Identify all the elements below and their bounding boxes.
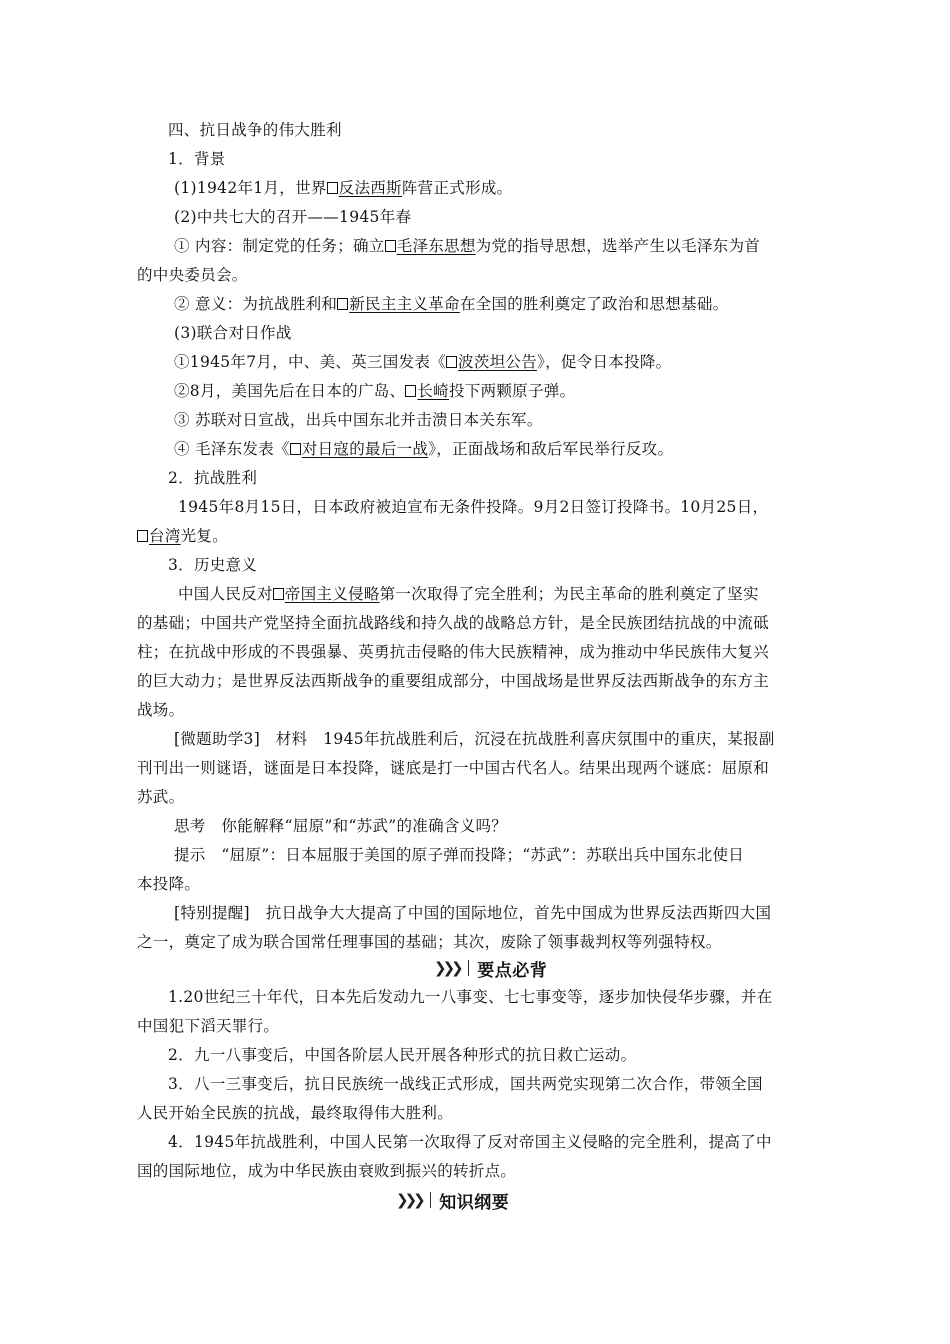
line-joint-operations: (3)联合对日作战 <box>174 324 292 342</box>
outline-header <box>396 1188 509 1212</box>
fill-blank-answer <box>273 585 380 603</box>
line-soviet: ③ 苏联对日宣战，出兵中国东北并击溃日本关东军。 <box>174 411 543 429</box>
divider <box>430 1192 432 1208</box>
answer-text: 反法西斯 <box>338 179 402 197</box>
text: 光复。 <box>180 527 229 545</box>
text: 为党的指导思想，选举产生以毛泽东为首 <box>475 237 761 255</box>
double-chevron-icon: ❯❯❯ <box>434 959 460 977</box>
key-point-1b: 中国犯下滔天罪行。 <box>137 1017 280 1035</box>
blank-box-icon <box>446 356 457 368</box>
line-meaning-4: 的巨大动力；是世界反法西斯战争的重要组成部分，中国战场是世界反法西斯战争的东方主 <box>137 672 770 690</box>
fill-blank-answer <box>290 440 428 458</box>
text: ② 意义：为抗战胜利和 <box>174 295 338 313</box>
blank-box-icon <box>337 298 348 310</box>
blank-box-icon <box>137 530 148 542</box>
section-title: 四、抗日战争的伟大胜利 <box>168 121 342 139</box>
key-point-3a: 3．八一三事变后，抗日民族统一战线正式形成，国共两党实现第二次合作，带领全国 <box>168 1075 763 1093</box>
line-seventh-congress: (2)中共七大的召开——1945年春 <box>174 208 412 226</box>
answer-text: 新民主主义革命 <box>349 295 460 313</box>
text: ①1945年7月，中、美、英三国发表《 <box>174 353 447 371</box>
blank-box-icon <box>385 240 396 252</box>
blank-box-icon <box>405 385 416 397</box>
blank-box-icon <box>290 443 301 455</box>
line-riddle-2: 刊刊出一则谜语，谜面是日本投降，谜底是打一中国古代名人。结果出现两个谜底：屈原和 <box>137 759 770 777</box>
line-riddle-3: 苏武。 <box>137 788 185 806</box>
key-point-2: 2．九一八事变后，中国各阶层人民开展各种形式的抗日救亡运动。 <box>168 1046 637 1064</box>
line-content-cont: 的中央委员会。 <box>137 266 248 284</box>
fill-blank-answer <box>327 179 402 197</box>
text: ②8月，美国先后在日本的广岛、 <box>174 382 406 400</box>
key-point-4a: 4．1945年抗战胜利，中国人民第一次取得了反对帝国主义侵略的完全胜利，提高了中 <box>168 1133 772 1151</box>
text: 在全国的胜利奠定了政治和思想基础。 <box>459 295 729 313</box>
line-hint-2: 本投降。 <box>137 875 201 893</box>
fill-blank-answer <box>337 295 460 313</box>
answer-text: 帝国主义侵略 <box>284 585 380 603</box>
line-reminder-2: 之一，奠定了成为联合国常任理事国的基础；其次，废除了领事裁判权等列强特权。 <box>137 933 722 951</box>
line-taiwan <box>137 526 228 546</box>
line-content <box>174 236 760 256</box>
text: (1)1942年1月，世界 <box>174 179 327 197</box>
victory-heading: 2．抗战胜利 <box>168 469 258 487</box>
line-meaning-3: 柱；在抗战中形成的不畏强暴、英勇抗击侵略的伟大民族精神，成为推动中华民族伟大复兴 <box>137 643 770 661</box>
blank-box-icon <box>327 182 338 194</box>
divider <box>468 960 470 976</box>
fill-blank-answer <box>137 527 181 545</box>
fill-blank-answer <box>405 382 449 400</box>
double-chevron-icon: ❯❯❯ <box>396 1191 422 1209</box>
answer-text: 毛泽东思想 <box>396 237 476 255</box>
key-point-1a: 1.20世纪三十年代，日本先后发动九一八事变、七七事变等，逐步加快侵华步骤，并在 <box>168 988 773 1006</box>
line-surrender: 1945年8月15日，日本政府被迫宣布无条件投降。9月2日签订投降书。10月25日， <box>178 498 769 516</box>
text: ① 内容：制定党的任务；确立 <box>174 237 385 255</box>
blank-box-icon <box>273 588 284 600</box>
line-meaning-5: 战场。 <box>137 701 185 719</box>
key-points-title: 要点必背 <box>477 960 548 981</box>
line-anti-fascist <box>174 178 512 198</box>
line-meaning-2: 的基础；中国共产党坚持全面抗战路线和持久战的战略总方针，是全民族团结抗战的中流砥 <box>137 614 770 632</box>
key-point-3b: 人民开始全民族的抗战，最终取得伟大胜利。 <box>137 1104 454 1122</box>
line-think: 思考 你能解释“屈原”和“苏武”的准确含义吗？ <box>174 817 508 835</box>
answer-text: 对日寇的最后一战 <box>301 440 429 458</box>
text: 投下两颗原子弹。 <box>448 382 576 400</box>
outline-title: 知识纲要 <box>439 1192 510 1213</box>
line-hint-1: 提示 “屈原”：日本屈服于美国的原子弹而投降；“苏武”：苏联出兵中国东北使日 <box>174 846 745 864</box>
text: 中国人民反对 <box>178 585 273 603</box>
line-riddle-1: [微题助学3] 材料 1945年抗战胜利后，沉浸在抗战胜利喜庆氛围中的重庆，某报副 <box>174 730 775 748</box>
text: 第一次取得了完全胜利；为民主革命的胜利奠定了坚实 <box>379 585 759 603</box>
line-meaning-1 <box>178 584 759 604</box>
meaning-heading: 3．历史意义 <box>168 556 258 574</box>
line-reminder-1: [特别提醒] 抗日战争大大提高了中国的国际地位，首先中国成为世界反法西斯四大国 <box>174 904 772 922</box>
text: ④ 毛泽东发表《 <box>174 440 290 458</box>
line-atomic-bombs <box>174 381 575 401</box>
answer-text: 台湾 <box>149 527 181 545</box>
fill-blank-answer <box>385 237 476 255</box>
background-heading: 1．背景 <box>168 150 226 168</box>
line-significance <box>174 294 728 314</box>
text: 》，促令日本投降。 <box>537 353 672 371</box>
line-final-battle <box>174 439 673 459</box>
fill-blank-answer <box>446 353 537 371</box>
text: 》，正面战场和敌后军民举行反攻。 <box>428 440 674 458</box>
key-points-header <box>434 956 547 980</box>
key-point-4b: 国的国际地位，成为中华民族由衰败到振兴的转折点。 <box>137 1162 517 1180</box>
line-potsdam <box>174 352 671 372</box>
answer-text: 波茨坦公告 <box>458 353 538 371</box>
answer-text: 长崎 <box>417 382 449 400</box>
text: 阵营正式形成。 <box>401 179 513 197</box>
